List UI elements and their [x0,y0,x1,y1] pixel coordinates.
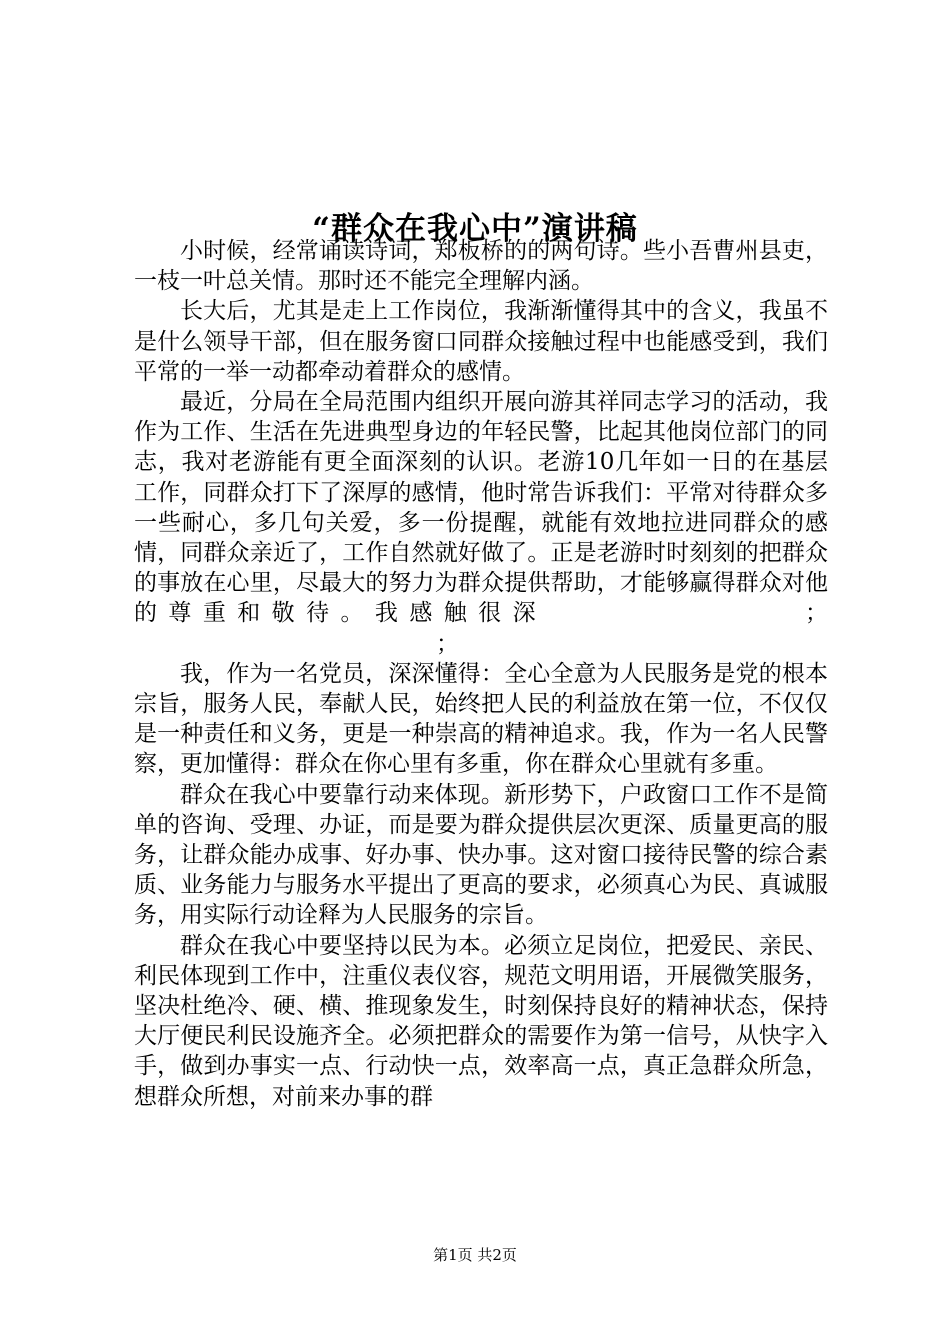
semicolon-mark: ； [805,600,828,627]
paragraph-childhood: 小时候，经常诵读诗词，郑板桥的的两句诗。些小吾曹州县吏，一枝一叶总关情。那时还不能完全理解内涵。 [134,238,828,295]
paragraph-action: 群众在我心中要靠行动来体现。新形势下，户政窗口工作不是简单的咨询、受理、办证，而是要为群众提供层次更深、质量更高的服务，让群众能办成事、好办事、快办事。这对窗口接待民警的综合素质、业务能力与服务水平提出了更高的要求，必须真心为民、真诚服务，用实际行动诠释为人民服务的宗旨。 [134,781,828,929]
semicolon-mark: ； [436,630,459,657]
paragraph-party-member: 我，作为一名党员，深深懂得：全心全意为人民服务是党的根本宗旨，服务人民，奉献人民，始终把人民的利益放在第一位，不仅仅是一种责任和义务，更是一种崇高的精神追求。我，作为一名人民警察，更加懂得：群众在你心里有多重，你在群众心里就有多重。 [134,660,828,778]
paragraph-growing-up: 长大后，尤其是走上工作岗位，我渐渐懂得其中的含义，我虽不是什么领导干部，但在服务窗口同群众接触过程中也能感受到，我们平常的一举一动都牵动着群众的感情。 [134,298,828,385]
paragraph-learning-activity [134,387,828,659]
document-body [134,236,828,1112]
document-title: “群众在我心中”演讲稿 [312,210,638,247]
page-number-footer: 第1页 共2页 [433,1246,517,1264]
paragraph-people-first: 群众在我心中要坚持以民为本。必须立足岗位，把爱民、亲民、利民体现到工作中，注重仪表仪容，规范文明用语，开展微笑服务，坚决杜绝冷、硬、横、推现象发生，时刻保持良好的精神状态，保持大厅便民利民设施齐全。必须把群众的需要作为第一信号，从快字入手，做到办事实一点、行动快一点，效率高一点，真正急群众所急，想群众所想，对前来办事的群 [134,932,828,1110]
paragraph-learning-activity-text: 最近，分局在全局范围内组织开展向游其祥同志学习的活动，我作为工作、生活在先进典型身边的年轻民警，比起其他岗位部门的同志，我对老游能有更全面深刻的认识。老游10几年如一日的在基层工作，同群众打下了深厚的感情，他时常告诉我们：平常对待群众多一些耐心，多几句关爱，多一份提醒，就能有效地拉进同群众的感情，同群众亲近了，工作自然就好做了。正是老游时时刻刻的把群众的事放在心里，尽最大的努力为群众提供帮助，才能够赢得群众对他的尊重和敬待。我感触很深 [134,389,828,627]
